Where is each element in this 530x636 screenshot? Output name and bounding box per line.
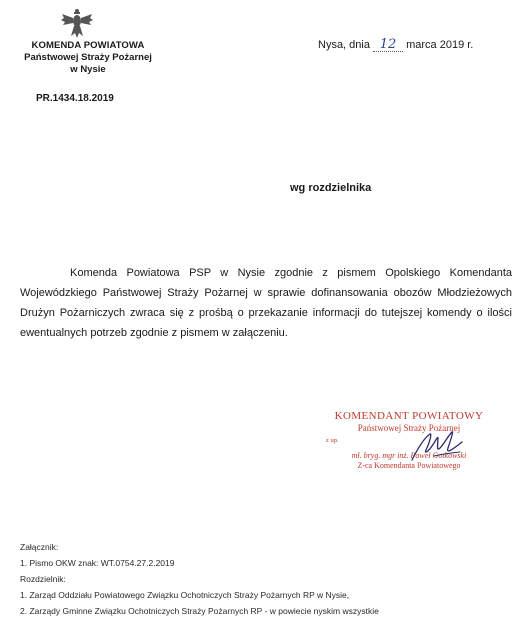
stamp-subtitle: Państwowej Straży Pożarnej xyxy=(357,423,461,433)
institution-header xyxy=(14,40,162,75)
institution-location: w Nysie xyxy=(70,64,106,75)
attachments-label: Załącznik: xyxy=(20,542,59,552)
attachment-item: 1. Pismo OKW znak: WT.0754.27.2.2019 xyxy=(20,558,175,568)
handwritten-signature xyxy=(408,426,468,466)
stamp-signer-role: Z-ca Komendanta Powiatowego xyxy=(357,461,461,470)
date-prefix: Nysa, dnia xyxy=(318,39,370,51)
letter-body: Komenda Powiatowa PSP w Nysie zgodnie z pismem Opolskiego Komendanta Wojewódzkiego Państwowej Straży Pożarnej w sprawie dofinansowania obozów Młodzieżowych Drużyn Pożarniczych zwraca się z prośbą o przekazanie informacji do tutejszej komendy o ilości ewentualnych potrzeb zgodnie z pismem w załączeniu. xyxy=(20,267,512,339)
stamp-signer-name: mł. bryg. mgr inż. Paweł Gotkowski xyxy=(351,451,467,460)
reference-number: PR.1434.18.2019 xyxy=(36,93,114,104)
stamp-title: KOMENDANT POWIATOWY xyxy=(334,410,484,422)
distribution-item: 2. Zarządy Gminne Związku Ochotniczych Straży Pożarnych RP - w powiecie nyskim wszystkie xyxy=(20,606,379,616)
stamp-on-behalf: z up. xyxy=(326,437,339,444)
document-footer xyxy=(20,539,520,619)
recipient: wg rozdzielnika xyxy=(290,182,372,194)
institution-subname: Państwowej Straży Pożarnej xyxy=(24,52,152,63)
institution-name: KOMENDA POWIATOWA xyxy=(31,40,145,51)
document-date xyxy=(318,39,473,52)
polish-eagle-icon xyxy=(60,8,94,40)
date-suffix: marca 2019 r. xyxy=(406,39,474,51)
distribution-item: 1. Zarząd Oddziału Powiatowego Związku Ochotniczych Straży Pożarnych RP w Nysie, xyxy=(20,590,350,600)
distribution-label: Rozdzielnik: xyxy=(20,574,66,584)
date-day: 12 xyxy=(373,39,403,52)
